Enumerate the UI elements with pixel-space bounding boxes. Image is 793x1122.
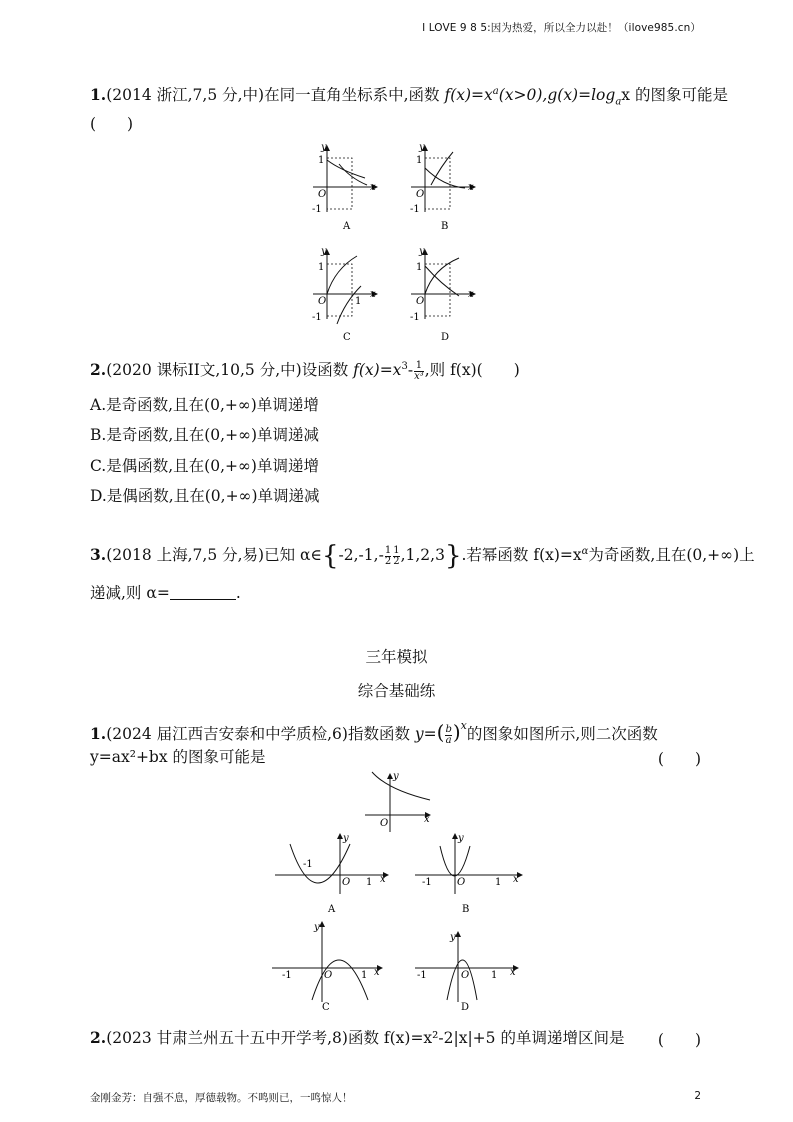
half-2 (393, 546, 399, 567)
tick-1: 1 (495, 877, 502, 888)
mock-question-1-line2: y=ax²+bx 的图象可能是 (90, 748, 266, 766)
graph-d (410, 246, 475, 343)
choice-b: B.是奇函数,且在(0,+∞)单调递减 (90, 426, 320, 444)
tick-1: 1 (318, 155, 325, 166)
footer-motto: 金刚金芳：自强不息，厚德载物。不鸣则已，一鸣惊人！ (90, 1092, 353, 1104)
option-a: A (343, 221, 351, 232)
y-label: y (321, 142, 327, 153)
frac-a: a (445, 734, 452, 746)
question-2 (90, 357, 520, 382)
option-b: B (441, 221, 449, 232)
question-number: 3. (90, 545, 107, 565)
graph-b (410, 142, 475, 232)
option-c: C (322, 1002, 330, 1013)
origin: O (461, 970, 470, 981)
tick-neg1: -1 (282, 970, 292, 981)
tick-1: 1 (361, 970, 368, 981)
x-label: x (370, 182, 376, 193)
choice-c: C.是偶函数,且在(0,+∞)单调递增 (90, 457, 319, 475)
question-3-line2 (90, 583, 241, 603)
minus: - (407, 361, 414, 380)
answer-paren: ( ) (90, 115, 134, 133)
paren-close: ) (452, 720, 461, 744)
question-source: (2020 课标II文,10,5 分,中)设函数 (106, 361, 354, 380)
question-tail: x 的图象可能是 (621, 86, 728, 105)
x-label: x (468, 289, 474, 300)
question-tail: 的图象如图所示,则二次函数 (466, 725, 658, 743)
x-label: x (510, 967, 516, 978)
tick-neg1: -1 (312, 204, 322, 215)
func-f: f(x)=x (444, 86, 493, 105)
graph-c (312, 246, 377, 343)
frac-num: 1 (415, 359, 423, 371)
period: . (235, 584, 241, 602)
paren-open: ( (436, 720, 445, 744)
question-text-2: .若幂函数 f(x)=x (461, 546, 582, 565)
question-number: 2. (90, 360, 107, 380)
mq1-figure-grid (270, 770, 525, 1015)
y-label: y (450, 932, 456, 943)
x-label: x (468, 182, 474, 193)
graph-a (275, 833, 388, 915)
y-label: y (419, 246, 425, 257)
tick-x1: 1 (355, 296, 362, 307)
question-tail: ,则 f(x)( ) (424, 361, 520, 380)
option-a: A (328, 904, 336, 915)
question-source: (2014 浙江,7,5 分,中)在同一直角坐标系中,函数 (106, 86, 445, 105)
tick-1: 1 (366, 877, 373, 888)
tick-1: 1 (416, 262, 423, 273)
origin: O (318, 296, 327, 307)
y-label: y (314, 922, 320, 933)
exp-graph (365, 771, 430, 832)
question-text: (2023 甘肃兰州五十五中开学考,8)函数 f(x)=x²-2|x|+5 的单调递增区间是 (106, 1029, 625, 1047)
set-values: -2,-1,- (338, 546, 384, 565)
origin: O (380, 818, 389, 829)
half-num: 1 (393, 544, 400, 556)
half-num: 1 (384, 544, 392, 556)
graph-d (415, 932, 518, 1013)
option-d: D (441, 332, 450, 343)
tick-neg1: -1 (410, 204, 420, 215)
tick-1: 1 (491, 970, 498, 981)
brace-left: { (321, 541, 339, 572)
half-1 (385, 546, 391, 567)
origin: O (324, 970, 333, 981)
tick-neg1: -1 (422, 877, 432, 888)
exp-x: x (460, 719, 467, 732)
x-label: x (370, 289, 376, 300)
y-label: y (343, 833, 349, 844)
origin: O (416, 189, 425, 200)
x-label: x (424, 814, 430, 825)
question-number: 1. (90, 85, 107, 105)
question-number: 1. (90, 724, 107, 743)
question-1 (90, 82, 728, 112)
mock-question-1 (90, 716, 658, 746)
question-number: 2. (90, 1028, 107, 1047)
question-3 (90, 541, 755, 572)
exp-a: a (492, 86, 499, 97)
x-label: x (380, 874, 386, 885)
x-label: x (374, 967, 380, 978)
y-label: y (419, 142, 425, 153)
answer-paren: ( ) (657, 750, 701, 768)
exp-alpha: α (581, 546, 589, 557)
tick-neg1: -1 (303, 859, 313, 870)
option-c: C (343, 332, 351, 343)
frac-b: b (445, 723, 452, 735)
tick-neg1: -1 (312, 312, 322, 323)
frac-den: x³ (414, 370, 424, 382)
option-d: D (461, 1002, 470, 1013)
fraction (414, 361, 424, 382)
page-header: I LOVE 9 8 5:因为热爱，所以全力以赴！（ilove985.cn） (422, 22, 701, 34)
half-den: 2 (393, 555, 400, 567)
origin: O (416, 296, 425, 307)
q1-figure-grid (305, 140, 485, 345)
question-source: (2018 上海,7,5 分,易)已知 α∈ (106, 546, 322, 565)
y-label: y (321, 246, 327, 257)
fraction-b-a (445, 725, 451, 746)
mq1-figures (270, 770, 525, 1019)
tick-neg1: -1 (417, 970, 427, 981)
question-text-4: 递减,则 α= (90, 584, 170, 602)
option-b: B (462, 904, 470, 915)
choice-a: A.是奇函数,且在(0,+∞)单调递增 (90, 396, 319, 414)
func-g: (x>0),g(x)=log (498, 86, 616, 105)
tick-1: 1 (318, 262, 325, 273)
section-title: 三年模拟 (365, 648, 428, 666)
answer-paren: ( ) (657, 1031, 701, 1049)
graph-a (312, 142, 377, 232)
x-label: x (513, 874, 519, 885)
page-number: 2 (694, 1090, 701, 1102)
y-label: y (393, 771, 399, 782)
log-base: a (615, 96, 622, 108)
answer-blank[interactable] (170, 585, 236, 600)
origin: O (457, 877, 466, 888)
question-source: (2024 届江西吉安泰和中学质检,6)指数函数 (106, 725, 415, 743)
graph-b (415, 833, 522, 915)
y-label: y (458, 833, 464, 844)
set-values-2: ,1,2,3 (400, 546, 445, 565)
q1-figures (305, 140, 485, 349)
origin: O (342, 877, 351, 888)
choice-d: D.是偶函数,且在(0,+∞)单调递减 (90, 487, 320, 505)
tick-neg1: -1 (410, 312, 420, 323)
tick-1: 1 (416, 155, 423, 166)
mock-question-2 (90, 1028, 624, 1048)
exp-3: 3 (401, 361, 408, 372)
section-subtitle: 综合基础练 (357, 682, 436, 700)
y-equals: y= (414, 725, 437, 743)
func-f: f(x)=x (353, 361, 402, 380)
brace-right: } (444, 541, 462, 572)
origin: O (318, 189, 327, 200)
graph-c (272, 922, 382, 1013)
half-den: 2 (384, 555, 392, 567)
question-text-3: 为奇函数,且在(0,+∞)上 (588, 546, 755, 565)
